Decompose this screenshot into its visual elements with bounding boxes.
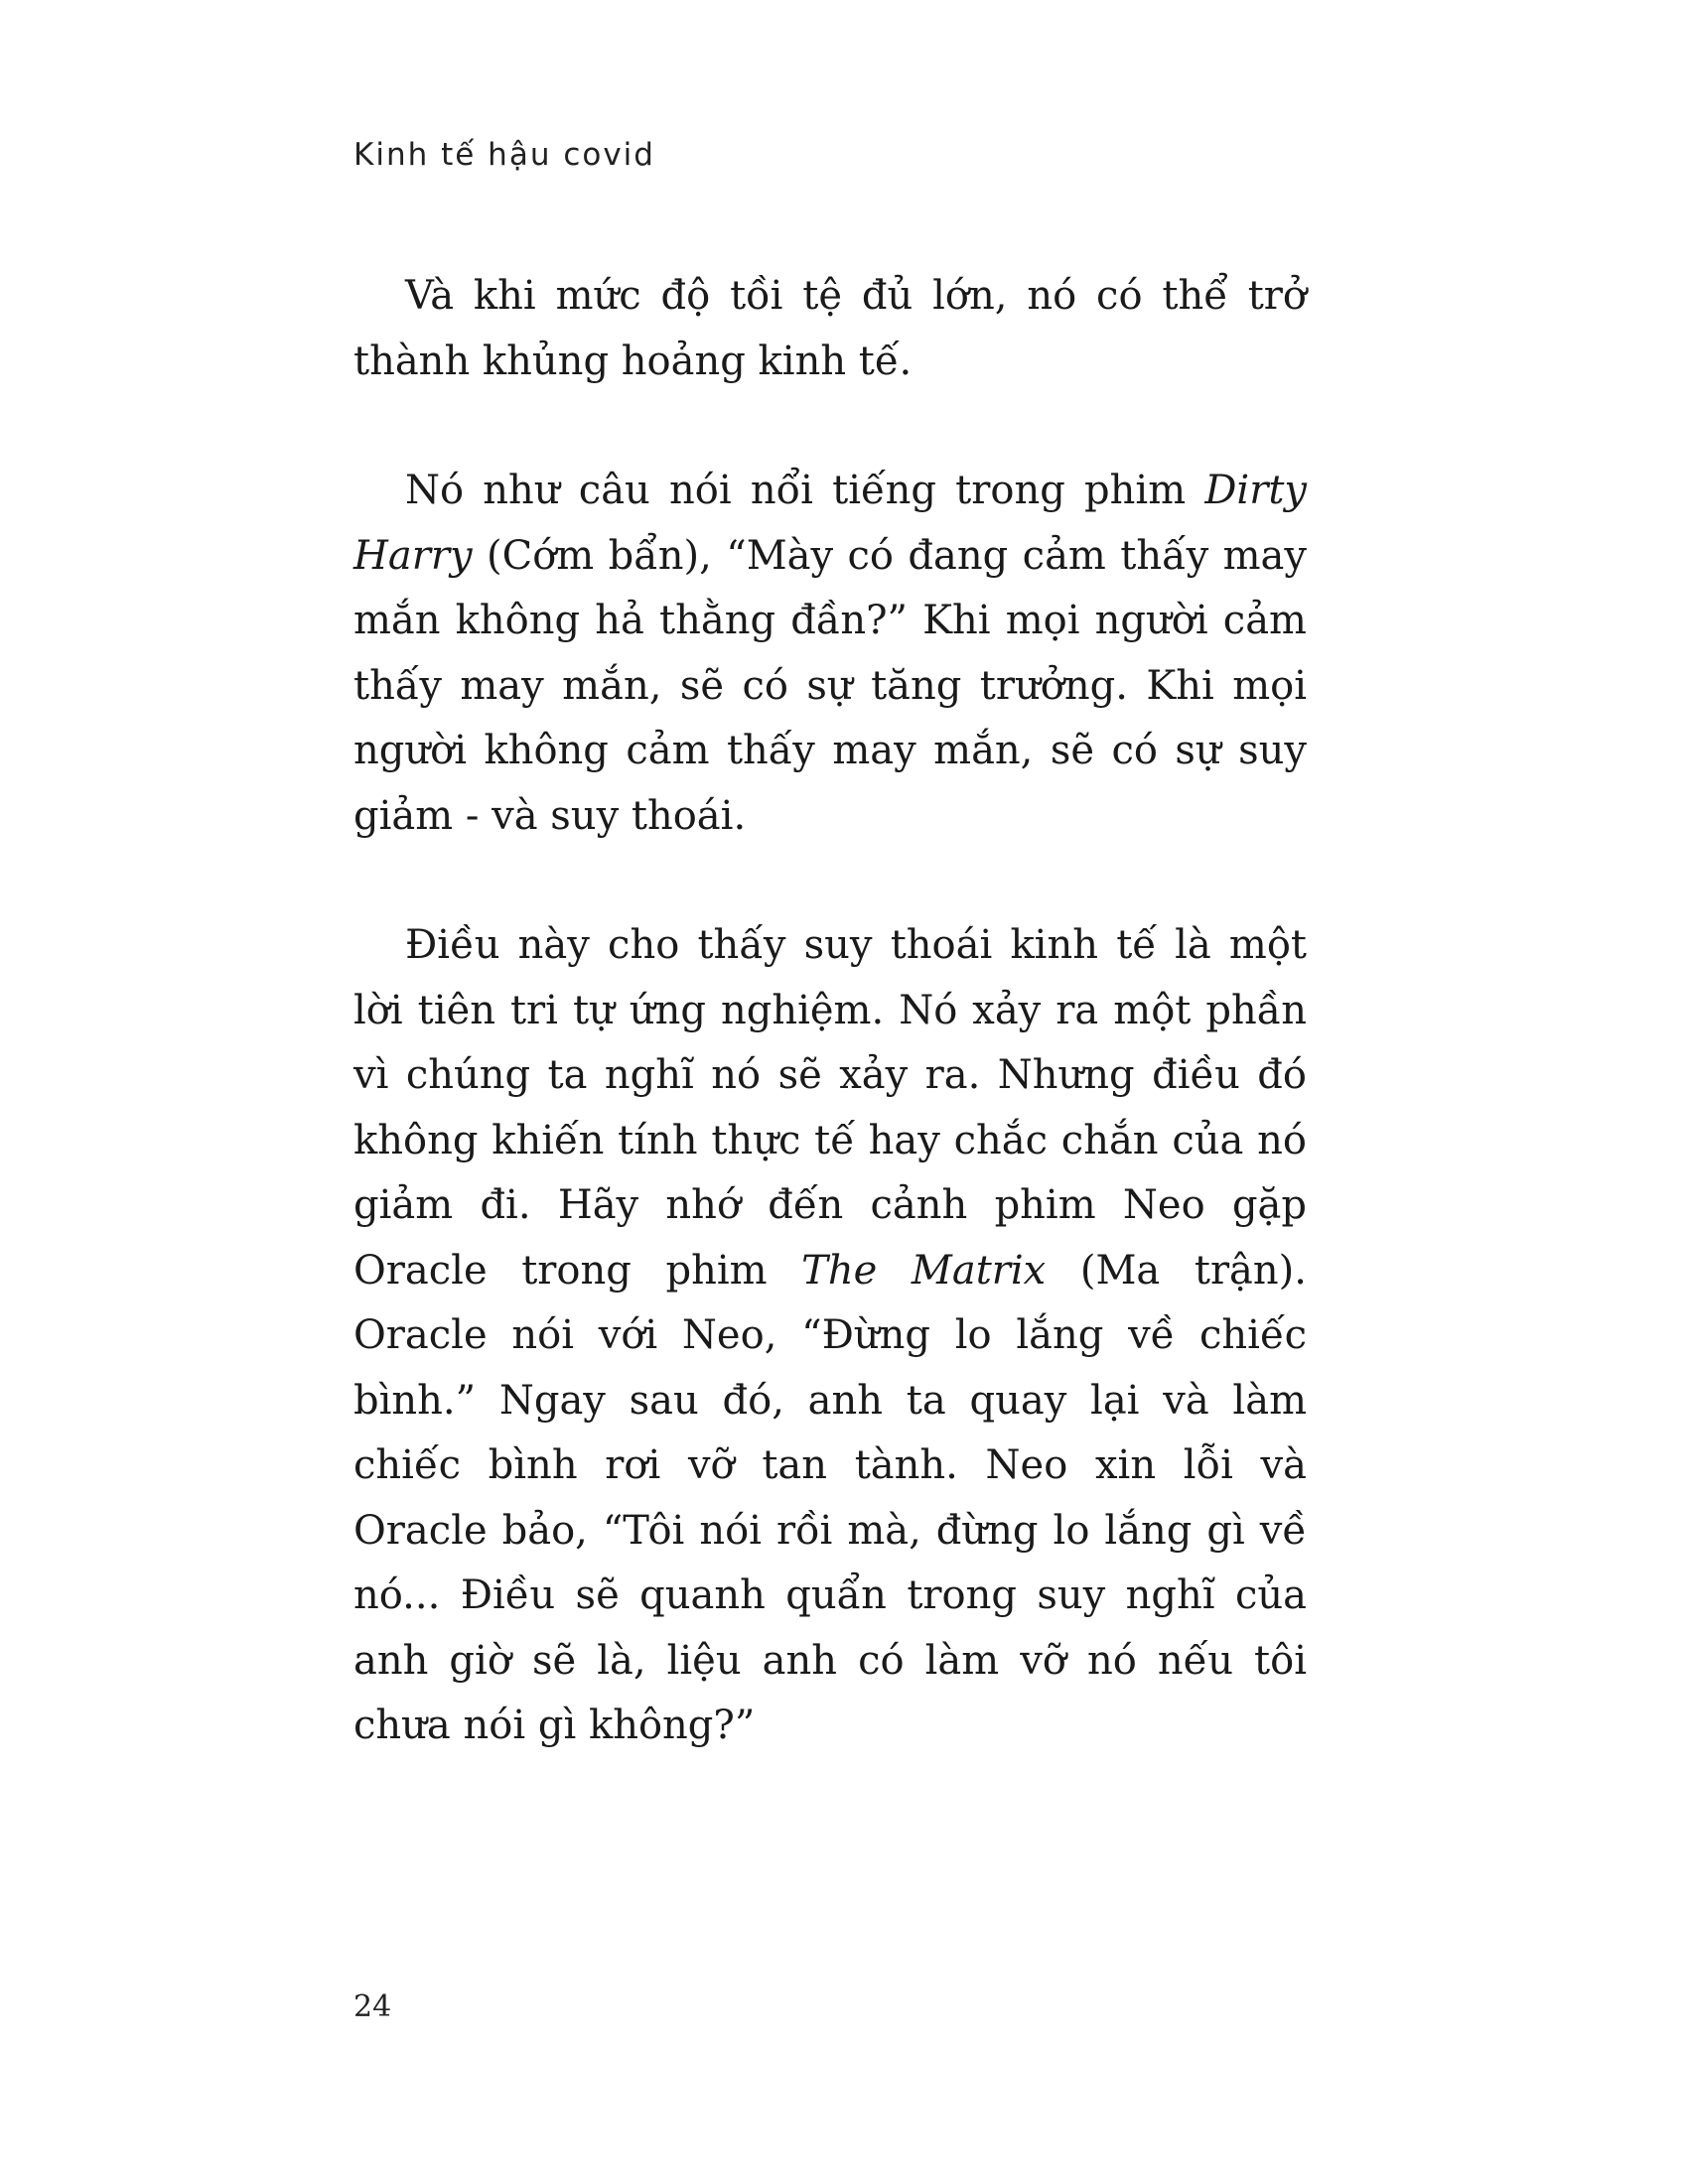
paragraph-1-text: Và khi mức độ tồi tệ đủ lớn, nó có thể trở thành khủng hoảng kinh tế. [353, 273, 1307, 384]
paragraph-2-text-end: (Cớm bẩn), “Mày có đang cảm thấy may mắn không hả thằng đần?” Khi mọi người cảm thấy may mắn, sẽ có sự tăng trưởng. Khi mọi người không cảm thấy may mắn, sẽ có sự suy giảm - và suy thoái. [353, 532, 1307, 839]
body-text [353, 264, 1307, 1824]
paragraph-2 [353, 459, 1307, 849]
paragraph-3-text-start: Điều này cho thấy suy thoái kinh tế là một lời tiên tri tự ứng nghiệm. Nó xảy ra một phần vì chúng ta nghĩ nó sẽ xảy ra. Nhưng điều đó không khiến tính thực tế hay chắc chắn của nó giảm đi. Hãy nhớ đến cảnh phim Neo gặp Oracle trong phim [353, 922, 1307, 1294]
film-title-the-matrix: The Matrix [801, 1247, 1047, 1294]
paragraph-2-text-start: Nó như câu nói nổi tiếng trong phim [405, 468, 1205, 513]
paragraph-3 [353, 913, 1307, 1759]
paragraph-1 [353, 264, 1307, 394]
paragraph-3-text-end: (Ma trận). Oracle nói với Neo, “Đừng lo lắng về chiếc bình.” Ngay sau đó, anh ta quay lại và làm chiếc bình rơi vỡ tan tành. Neo xin lỗi và Oracle bảo, “Tôi nói rồi mà, đừng lo lắng gì về nó... Điều sẽ quanh quẩn trong suy nghĩ của anh giờ sẽ là, liệu anh có làm vỡ nó nếu tôi chưa nói gì không?” [353, 1247, 1307, 1748]
running-header: Kinh tế hậu covid [353, 137, 655, 173]
page-number: 24 [353, 1989, 392, 2024]
film-title-dirty-harry: Dirty Harry [353, 468, 1307, 579]
